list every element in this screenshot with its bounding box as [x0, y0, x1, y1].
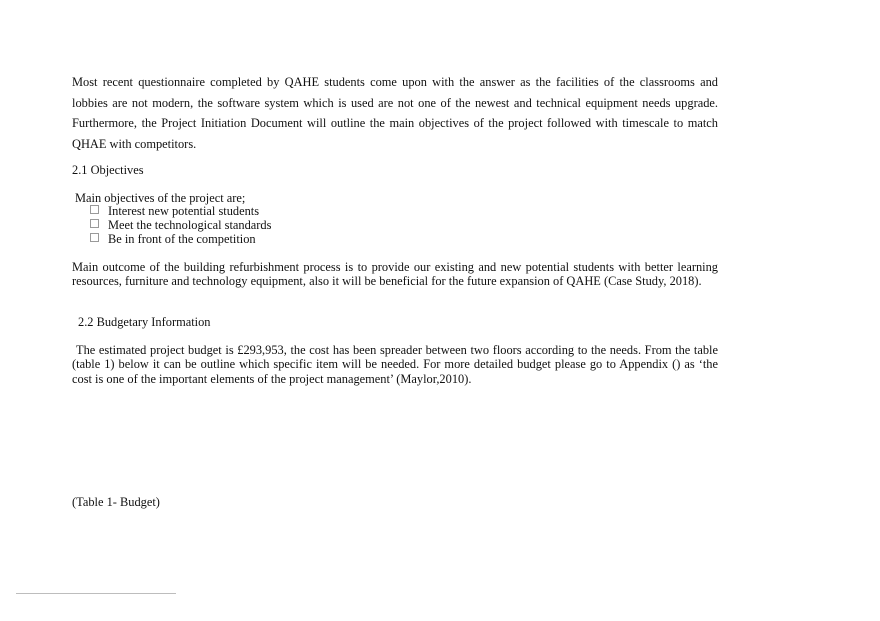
- objectives-list: [90, 204, 271, 247]
- bullet-square-icon: [90, 219, 99, 228]
- budget-paragraph: [72, 343, 718, 386]
- bullet-square-icon: [90, 233, 99, 242]
- intro-paragraph: Most recent questionnaire completed by QAHE students come upon with the answer as the facilities of the classrooms and lobbies are not modern, the software system which is used are not one of the newest and technical equipment needs upgrade. Furthermore, the Project Initiation Document will outline the main objectives of the project followed with timescale to match QHAE with competitors.: [72, 75, 718, 151]
- objective-text: Be in front of the competition: [108, 232, 256, 247]
- objective-text: Interest new potential students: [108, 204, 260, 218]
- budget-heading: 2.2 Budgetary Information: [78, 315, 211, 329]
- budget-text: The estimated project budget is £293,953, the cost has been spreader between two floors according to the needs. From the table (table 1) below it can be outline which specific item will be needed. For more detailed budget please go to Appendix () as ‘the cost is one of the important elements of the project management’ (Maylor,2010).: [72, 343, 718, 386]
- table-caption: (Table 1- Budget): [72, 495, 160, 509]
- objectives-lead: Main objectives of the project are;: [75, 191, 246, 205]
- list-item: [90, 232, 271, 246]
- objectives-heading: 2.1 Objectives: [72, 163, 144, 177]
- objective-text: Meet the technological standards: [108, 218, 272, 233]
- list-item: [90, 218, 271, 232]
- bullet-square-icon: [90, 205, 99, 214]
- outcome-paragraph: Main outcome of the building refurbishment process is to provide our existing and new potential students with better learning resources, furniture and technology equipment, also it will be beneficial for the future expansion of QAHE (Case Study, 2018).: [72, 260, 718, 288]
- footnote-separator: [16, 593, 176, 594]
- list-item: [90, 204, 271, 218]
